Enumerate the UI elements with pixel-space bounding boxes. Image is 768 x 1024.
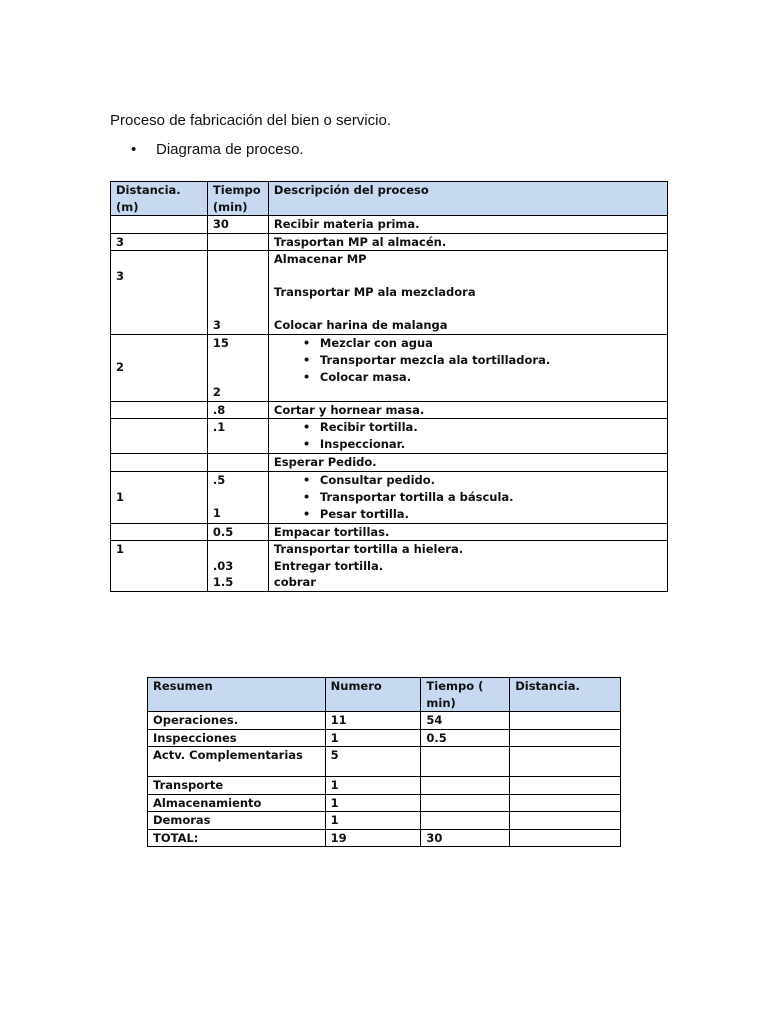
bullet-list <box>274 335 662 386</box>
description-line: Transportar tortilla a hielera. <box>273 542 464 556</box>
cell-distance <box>111 454 208 472</box>
time-value: 2 <box>212 385 221 399</box>
cell-time <box>207 334 268 401</box>
bullet-list <box>274 419 662 453</box>
table-row <box>111 216 668 234</box>
cell-description <box>268 334 667 401</box>
cell-label: Demoras <box>148 812 326 830</box>
list-item: • Colocar masa. <box>274 369 662 386</box>
time-value: .5 <box>212 472 226 487</box>
cell-distance <box>510 712 621 730</box>
table-row <box>111 541 668 592</box>
cell-time <box>421 812 510 830</box>
header-description: Descripción del proceso <box>268 182 667 216</box>
cell-distance <box>510 794 621 812</box>
cell-description <box>268 419 667 454</box>
description-line: Almacenar MP <box>273 252 367 266</box>
table-row <box>111 454 668 472</box>
table-row <box>148 829 621 847</box>
list-item: • Consultar pedido. <box>274 472 662 489</box>
description-line: Colocar harina de malanga <box>273 318 448 332</box>
summary-header-row <box>148 678 621 712</box>
cell-description: Esperar Pedido. <box>268 454 667 472</box>
bullet-list <box>274 472 662 523</box>
table-row <box>148 747 621 777</box>
bullet-text: Diagrama de proceso. <box>156 141 304 158</box>
process-header-row <box>111 182 668 216</box>
header-distance: Distancia. <box>510 678 621 712</box>
cell-time: 54 <box>421 712 510 730</box>
cell-time: 3 <box>207 251 268 335</box>
cell-label: Actv. Complementarias <box>148 747 326 777</box>
cell-time <box>421 794 510 812</box>
cell-distance <box>510 829 621 847</box>
list-item: • Mezclar con agua <box>274 335 662 352</box>
description-line: Transportar MP ala mezcladora <box>273 285 476 299</box>
table-row <box>111 251 668 335</box>
cell-distance <box>111 523 208 541</box>
table-row <box>111 523 668 541</box>
table-row <box>111 334 668 401</box>
cell-distance: 1 <box>111 541 208 592</box>
table-row <box>111 471 668 523</box>
cell-time <box>207 541 268 592</box>
cell-distance <box>111 216 208 234</box>
time-value: 15 <box>212 335 229 350</box>
cell-distance <box>510 747 621 777</box>
cell-label: Inspecciones <box>148 729 326 747</box>
cell-label: Transporte <box>148 777 326 795</box>
cell-time: 30 <box>421 829 510 847</box>
cell-description: Recibir materia prima. <box>268 216 667 234</box>
description-line: cobrar <box>273 575 316 589</box>
cell-distance <box>510 812 621 830</box>
cell-number: 19 <box>325 829 421 847</box>
list-item: • Inspeccionar. <box>274 436 662 453</box>
cell-number: 1 <box>325 777 421 795</box>
cell-label: Operaciones. <box>148 712 326 730</box>
time-value: 1 <box>212 505 221 520</box>
list-item: • Transportar mezcla ala tortilladora. <box>274 352 662 369</box>
cell-description: Trasportan MP al almacén. <box>268 233 667 251</box>
table-row <box>111 401 668 419</box>
cell-distance: 3 <box>111 233 208 251</box>
table-row <box>111 419 668 454</box>
cell-description: Empacar tortillas. <box>268 523 667 541</box>
cell-label: Almacenamiento <box>148 794 326 812</box>
list-item: • Pesar tortilla. <box>274 506 662 523</box>
bullet-item <box>131 141 304 158</box>
cell-label: TOTAL: <box>148 829 326 847</box>
cell-time: 0.5 <box>421 729 510 747</box>
time-value: 1.5 <box>212 575 234 589</box>
summary-table <box>147 677 621 847</box>
cell-distance <box>111 401 208 419</box>
cell-description: Cortar y hornear masa. <box>268 401 667 419</box>
header-distance: Distancia. (m) <box>111 182 208 216</box>
cell-number: 11 <box>325 712 421 730</box>
list-item: • Recibir tortilla. <box>274 419 662 436</box>
cell-distance <box>510 729 621 747</box>
cell-time <box>207 471 268 523</box>
cell-distance <box>111 419 208 454</box>
document-heading: Proceso de fabricación del bien o servicio. <box>110 112 391 129</box>
header-number: Numero <box>325 678 421 712</box>
cell-description <box>268 251 667 335</box>
cell-time <box>207 454 268 472</box>
time-value: .03 <box>212 558 234 573</box>
cell-number: 1 <box>325 729 421 747</box>
bullet-dot: • <box>131 141 137 158</box>
table-row <box>148 729 621 747</box>
table-row <box>148 777 621 795</box>
cell-distance <box>510 777 621 795</box>
cell-time <box>207 233 268 251</box>
table-row <box>148 812 621 830</box>
cell-number: 1 <box>325 812 421 830</box>
cell-time: .8 <box>207 401 268 419</box>
cell-number: 1 <box>325 794 421 812</box>
header-time: Tiempo ( min) <box>421 678 510 712</box>
table-row <box>148 794 621 812</box>
cell-distance: 1 <box>111 471 208 523</box>
cell-distance: 2 <box>111 334 208 401</box>
cell-time: 0.5 <box>207 523 268 541</box>
cell-number: 5 <box>325 747 421 777</box>
cell-time <box>421 747 510 777</box>
cell-time <box>421 777 510 795</box>
header-summary: Resumen <box>148 678 326 712</box>
header-time: Tiempo (min) <box>207 182 268 216</box>
cell-distance: 3 <box>111 251 208 335</box>
description-line: Entregar tortilla. <box>273 558 384 573</box>
table-row <box>148 712 621 730</box>
process-table <box>110 181 668 592</box>
list-item: • Transportar tortilla a báscula. <box>274 489 662 506</box>
cell-description <box>268 541 667 592</box>
table-row <box>111 233 668 251</box>
cell-description <box>268 471 667 523</box>
cell-time: .1 <box>207 419 268 454</box>
cell-time: 30 <box>207 216 268 234</box>
